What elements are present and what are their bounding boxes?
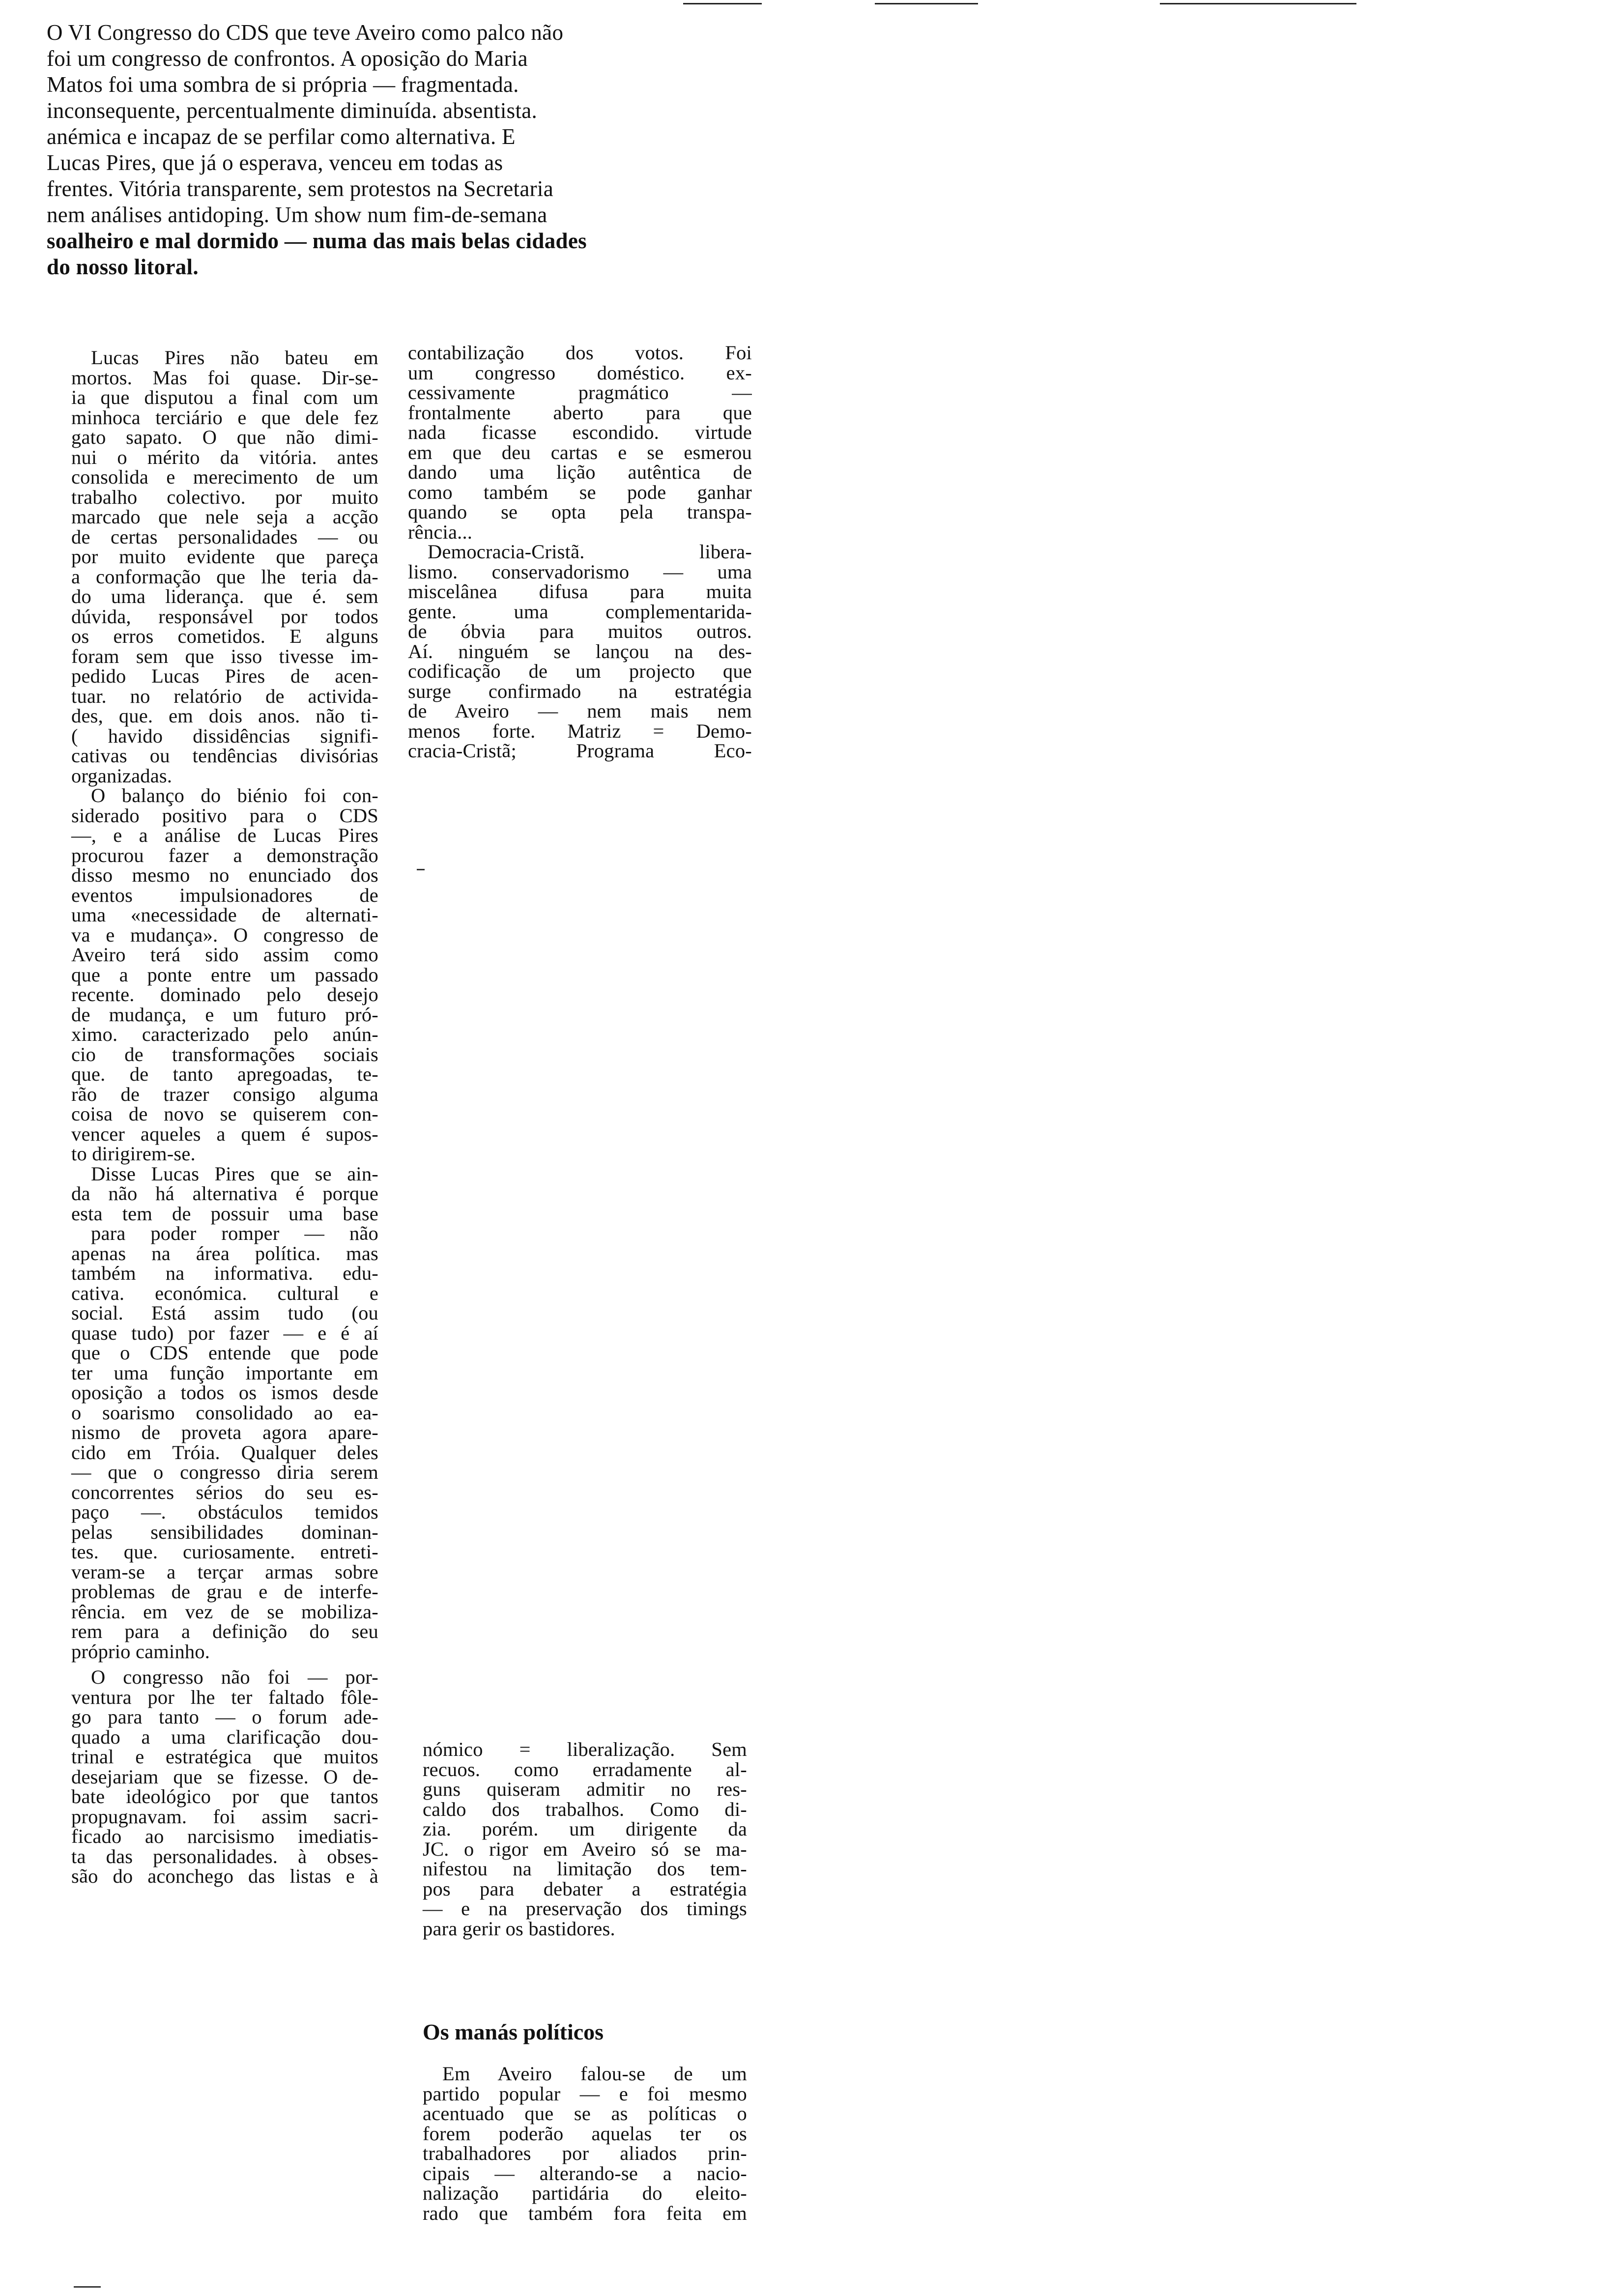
text-line: são do aconchego das listas e à xyxy=(71,1865,378,1887)
text-line: nismo de proveta agora apare- xyxy=(71,1421,378,1443)
text-line: acentuado que se as políticas o xyxy=(423,2102,747,2124)
lead-line: nem análises antidoping. Um show num fim-de-semana xyxy=(47,202,547,227)
text-line: veram-se a terçar armas sobre xyxy=(71,1560,378,1583)
text-line: —, e a análise de Lucas Pires xyxy=(71,824,378,846)
text-line: disso mesmo no enunciado dos xyxy=(71,864,378,886)
column-end-dash xyxy=(417,869,425,870)
text-line: uma «necessidade de alternati- xyxy=(71,904,378,926)
text-line: de Aveiro — nem mais nem xyxy=(408,700,752,722)
text-line: zia. porém. um dirigente da xyxy=(423,1818,747,1840)
text-line: trabalho colectivo. por muito xyxy=(71,486,378,508)
text-line: cio de transformações sociais xyxy=(71,1043,378,1065)
lead-line: O VI Congresso do CDS que teve Aveiro como palco não xyxy=(47,20,564,45)
text-line: menos forte. Matriz = Demo- xyxy=(408,719,752,742)
text-line: nómico = liberalização. Sem xyxy=(423,1738,747,1760)
text-line: mortos. Mas foi quase. Dir-se- xyxy=(71,366,378,389)
text-line: o soarismo consolidado ao ea- xyxy=(71,1401,378,1424)
text-line: trinal e estratégica que muitos xyxy=(71,1746,378,1768)
text-line: um congresso doméstico. ex- xyxy=(408,361,752,384)
text-line: apenas na área política. mas xyxy=(71,1242,378,1264)
text-line: nifestou na limitação dos tem- xyxy=(423,1858,747,1880)
text-line: dando uma lição autêntica de xyxy=(408,461,752,483)
text-line: foram sem que isso tivesse im- xyxy=(71,645,378,667)
text-line: cessivamente pragmático — xyxy=(408,381,752,403)
top-rule-2 xyxy=(875,3,978,4)
lead-line: soalheiro e mal dormido — numa das mais belas cidades xyxy=(47,229,587,253)
text-line: va e mudança». O congresso de xyxy=(71,923,378,946)
text-line: gato sapato. O que não dimi- xyxy=(71,426,378,448)
text-line: cracia-Cristã; Programa Eco- xyxy=(408,740,752,762)
text-line: ximo. caracterizado pelo anún- xyxy=(71,1023,378,1045)
text-line: vencer aqueles a quem é supos- xyxy=(71,1122,378,1145)
text-line: organizadas. xyxy=(71,764,173,787)
text-line: rência. em vez de se mobiliza- xyxy=(71,1600,378,1623)
text-line: pelas sensibilidades dominan- xyxy=(71,1521,378,1543)
text-line: que. de tanto apregoadas, te- xyxy=(71,1063,378,1085)
text-line: próprio caminho. xyxy=(71,1640,210,1663)
text-line: de óbvia para muitos outros. xyxy=(408,620,752,642)
text-line: Disse Lucas Pires que se ain- xyxy=(91,1162,378,1185)
lead-line: do nosso litoral. xyxy=(47,255,199,279)
text-line: codificação de um projecto que xyxy=(408,660,752,682)
text-line: gente. uma complementarida- xyxy=(408,600,752,623)
lead-line: inconsequente, percentualmente diminuída. absentista. xyxy=(47,98,538,123)
text-line: para gerir os bastidores. xyxy=(423,1917,615,1940)
text-line: — e na preservação dos timings xyxy=(423,1897,747,1920)
text-line: recuos. como erradamente al- xyxy=(423,1758,747,1780)
text-line: — que o congresso diria serem xyxy=(71,1461,378,1483)
text-line: recente. dominado pelo desejo xyxy=(71,983,378,1005)
text-line: caldo dos trabalhos. Como di- xyxy=(423,1798,747,1820)
text-line: siderado positivo para o CDS xyxy=(71,804,378,827)
text-line: quado a uma clarificação dou- xyxy=(71,1725,378,1748)
text-line: oposição a todos os ismos desde xyxy=(71,1381,378,1404)
text-line: O congresso não foi — por- xyxy=(91,1666,378,1688)
text-line: nalização partidária do eleito- xyxy=(423,2182,747,2204)
text-line: que a ponte entre um passado xyxy=(71,963,378,986)
article-column-left xyxy=(71,348,378,1887)
bottom-rule xyxy=(74,2286,101,2288)
text-line: quando se opta pela transpa- xyxy=(408,501,752,523)
text-line: miscelânea difusa para muita xyxy=(408,580,752,603)
text-line: dúvida, responsável por todos xyxy=(71,605,378,628)
text-line: social. Está assim tudo (ou xyxy=(71,1302,378,1324)
lead-line: frentes. Vitória transparente, sem protestos na Secretaria xyxy=(47,176,553,201)
text-line: Aí. ninguém se lançou na des- xyxy=(408,640,752,662)
text-line: rão de trazer consigo alguma xyxy=(71,1083,378,1105)
text-line: contabilização dos votos. Foi xyxy=(408,342,752,364)
text-line: tuar. no relatório de activida- xyxy=(71,685,378,707)
text-line: nui o mérito da vitória. antes xyxy=(71,446,378,468)
text-line: pos para debater a estratégia xyxy=(423,1877,747,1900)
text-line: ia que disputou a final com um xyxy=(71,386,378,408)
text-line: Aveiro terá sido assim como xyxy=(71,944,378,966)
text-line: desejariam que se fizesse. O de- xyxy=(71,1765,378,1788)
article-column-right-top xyxy=(408,343,752,761)
text-line: para poder romper — não xyxy=(91,1222,378,1244)
text-line: problemas de grau e de interfe- xyxy=(71,1580,378,1603)
text-line: em que deu cartas e se esmerou xyxy=(408,441,752,463)
top-rule-1 xyxy=(683,3,762,4)
text-line: consolida e merecimento de um xyxy=(71,466,378,488)
article-column-right-middle xyxy=(423,1740,747,1939)
text-line: como também se pode ganhar xyxy=(408,481,752,503)
text-line: rado que também fora feita em xyxy=(423,2202,747,2224)
lead-line: Matos foi uma sombra de si própria — fragmentada. xyxy=(47,72,519,97)
text-line: quase tudo) por fazer — e é aí xyxy=(71,1321,378,1344)
text-line: nada ficasse escondido. virtude xyxy=(408,421,752,443)
text-line: go para tanto — o forum ade- xyxy=(71,1706,378,1728)
text-line: JC. o rigor em Aveiro só se ma- xyxy=(423,1837,747,1860)
text-line: pedido Lucas Pires de acen- xyxy=(71,665,378,687)
text-line: surge confirmado na estratégia xyxy=(408,680,752,702)
text-line: por muito evidente que pareça xyxy=(71,545,378,568)
text-line: cativa. económica. cultural e xyxy=(71,1282,378,1304)
text-line: lismo. conservadorismo — uma xyxy=(408,560,752,583)
text-line: cipais — alterando-se a nacio- xyxy=(423,2162,747,2184)
text-line: bate ideológico por que tantos xyxy=(71,1785,378,1808)
text-line: rência... xyxy=(408,520,473,543)
text-line: rem para a definição do seu xyxy=(71,1620,378,1642)
text-line: procurou fazer a demonstração xyxy=(71,844,378,866)
text-line: cativas ou tendências divisórias xyxy=(71,745,378,767)
text-line: do uma liderança. que é. sem xyxy=(71,585,378,607)
text-line: paço —. obstáculos temidos xyxy=(71,1501,378,1523)
text-line: ventura por lhe ter faltado fôle- xyxy=(71,1686,378,1708)
text-line: também na informativa. edu- xyxy=(71,1262,378,1284)
text-line: ter uma função importante em xyxy=(71,1361,378,1384)
text-line: de certas personalidades — ou xyxy=(71,525,378,548)
text-line: eventos impulsionadores de xyxy=(71,884,378,906)
lead-line: foi um congresso de confrontos. A oposição do Maria xyxy=(47,46,528,71)
text-line: ( havido dissidências signifi- xyxy=(71,724,378,747)
text-line: a conformação que lhe teria da- xyxy=(71,565,378,588)
text-line: forem poderão aquelas ter os xyxy=(423,2122,747,2145)
text-line: que o CDS entende que pode xyxy=(71,1342,378,1364)
text-line: tes. que. curiosamente. entreti- xyxy=(71,1541,378,1563)
text-line: partido popular — e foi mesmo xyxy=(423,2082,747,2105)
text-line: marcado que nele seja a acção xyxy=(71,506,378,528)
text-line: cido em Tróia. Qualquer deles xyxy=(71,1441,378,1464)
text-line: os erros cometidos. E alguns xyxy=(71,625,378,647)
text-line: coisa de novo se quiserem con- xyxy=(71,1103,378,1125)
text-line: minhoca terciário e que dele fez xyxy=(71,406,378,429)
text-line: Lucas Pires não bateu em xyxy=(91,346,378,369)
text-line: des, que. em dois anos. não ti- xyxy=(71,705,378,727)
text-line: propugnavam. foi assim sacri- xyxy=(71,1805,378,1828)
text-line: de mudança, e um futuro pró- xyxy=(71,1003,378,1026)
lead-paragraph xyxy=(47,20,735,280)
text-line: esta tem de possuir uma base xyxy=(71,1202,378,1225)
text-line: O balanço do biénio foi con- xyxy=(91,784,378,806)
top-rule-3 xyxy=(1160,3,1356,4)
text-line: trabalhadores por aliados prin- xyxy=(423,2142,747,2164)
text-line: da não há alternativa é porque xyxy=(71,1182,378,1205)
text-line: ta das personalidades. à obses- xyxy=(71,1845,378,1867)
text-line: concorrentes sérios do seu es- xyxy=(71,1481,378,1503)
text-line: Em Aveiro falou-se de um xyxy=(442,2063,747,2085)
text-line: Democracia-Cristã. libera- xyxy=(428,541,752,563)
lead-line: Lucas Pires, que já o esperava, venceu em todas as xyxy=(47,150,503,175)
lead-line: anémica e incapaz de se perfilar como alternativa. E xyxy=(47,124,516,149)
text-line: to dirigirem-se. xyxy=(71,1143,196,1165)
text-line: frontalmente aberto para que xyxy=(408,401,752,424)
text-line: guns quiseram admitir no res- xyxy=(423,1778,747,1800)
article-column-right-bottom xyxy=(423,2064,747,2223)
text-line: ficado ao narcisismo imediatis- xyxy=(71,1825,378,1847)
section-subheading: Os manás políticos xyxy=(423,2019,604,2044)
